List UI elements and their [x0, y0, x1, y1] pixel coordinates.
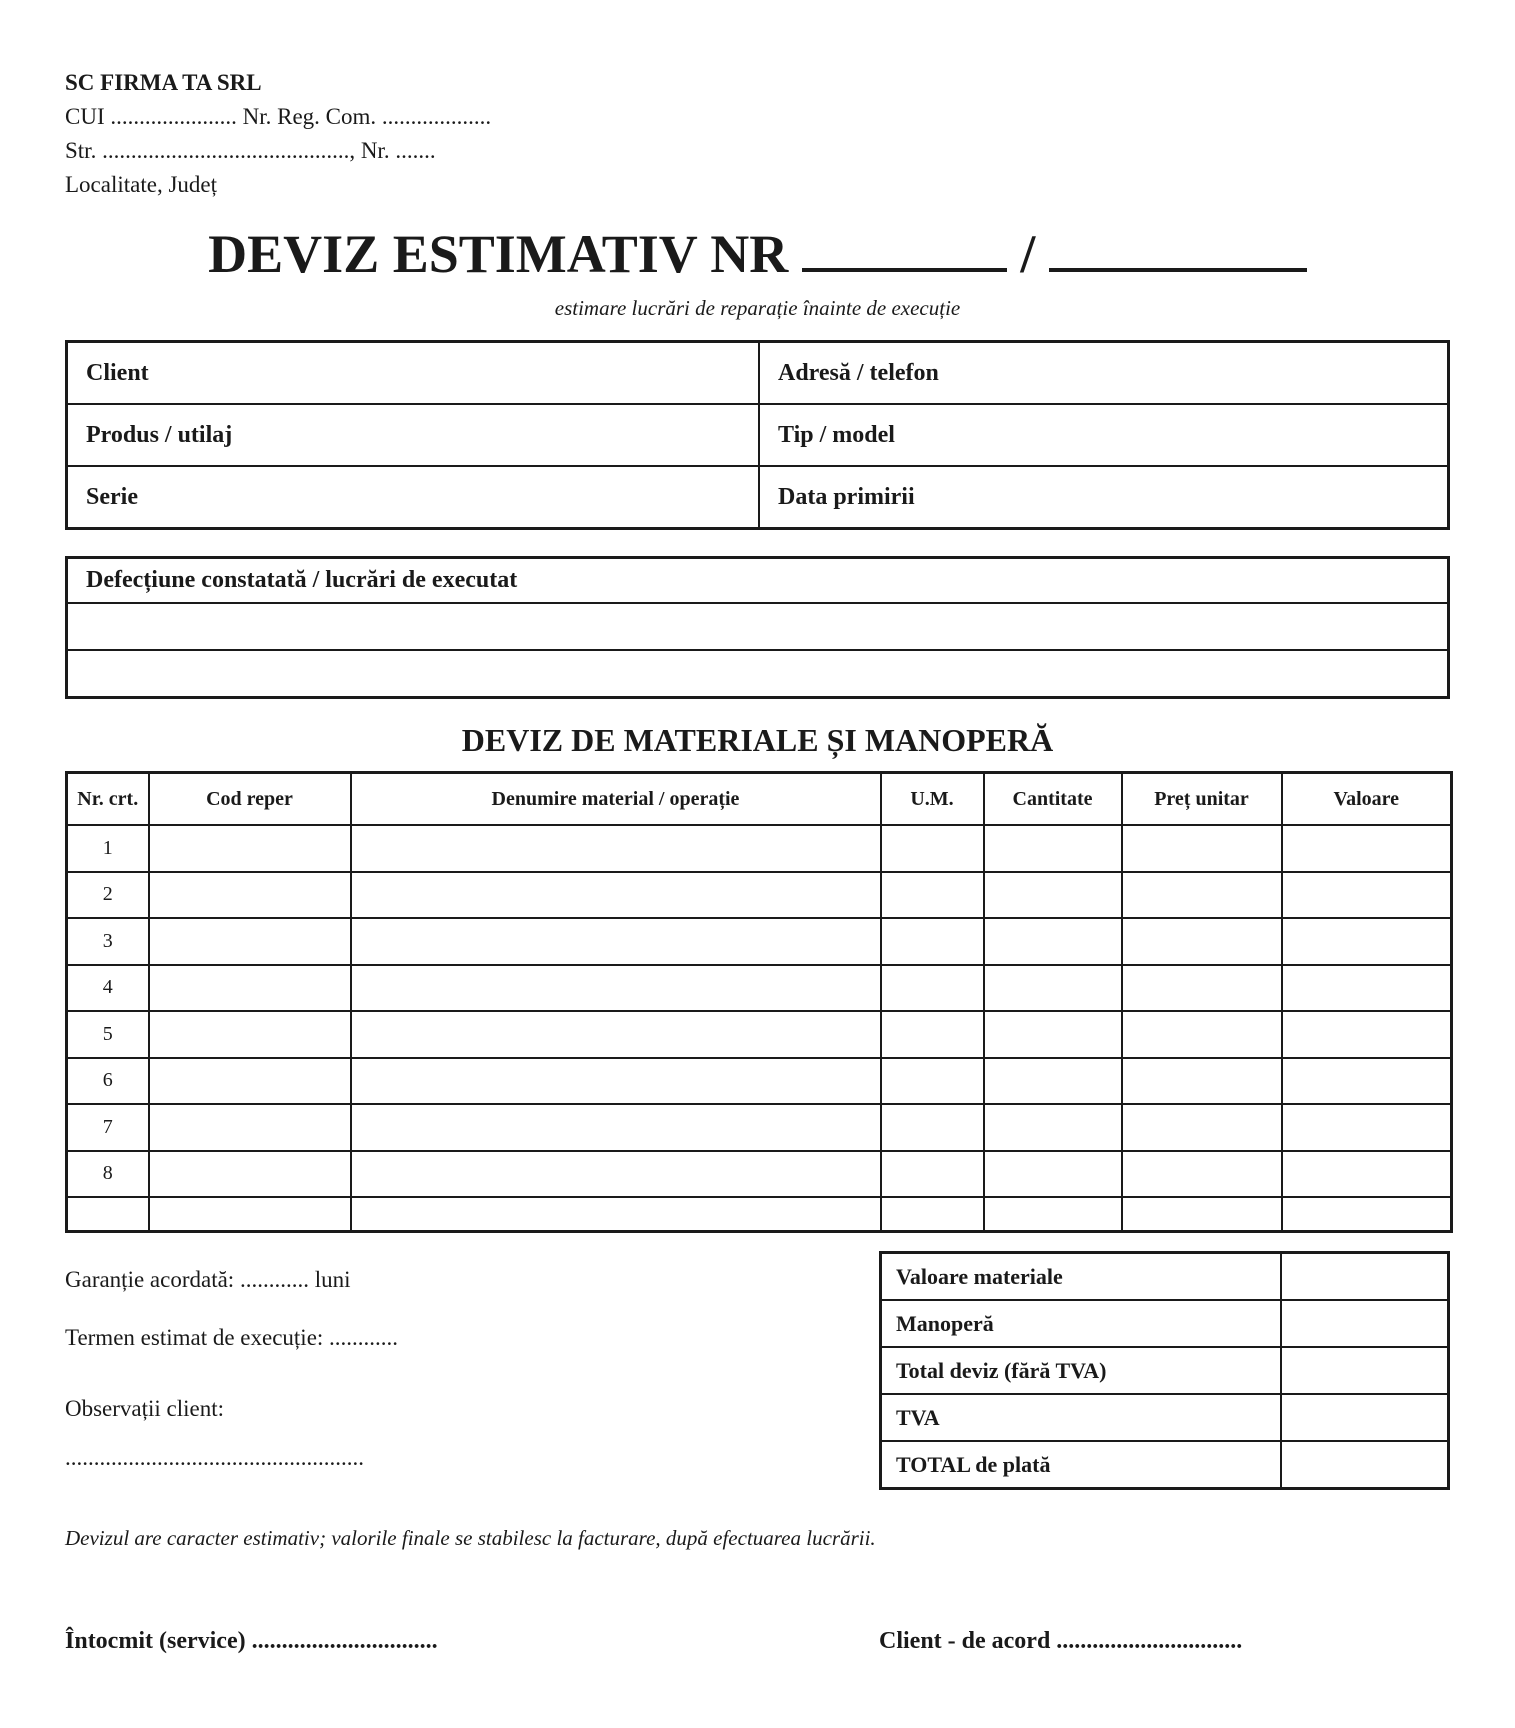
item-cell[interactable]: [984, 1104, 1122, 1151]
item-cell[interactable]: [1122, 872, 1282, 919]
item-cell[interactable]: [1122, 1104, 1282, 1151]
total-no-vat-label: Total deviz (fără TVA): [881, 1347, 1281, 1394]
item-cell[interactable]: [984, 825, 1122, 872]
client-cell[interactable]: Client: [67, 342, 760, 405]
item-cell[interactable]: [881, 1197, 984, 1232]
item-cell[interactable]: [149, 1197, 351, 1232]
item-cell[interactable]: [1282, 825, 1452, 872]
date-blank: [1049, 224, 1307, 272]
observations-line: ....................................................: [65, 1445, 364, 1470]
item-cell[interactable]: [1282, 1104, 1452, 1151]
materials-header-row: [67, 773, 1452, 826]
item-cell[interactable]: [881, 1104, 984, 1151]
col-header-unit-price: Preț unitar: [1122, 773, 1282, 826]
item-cell[interactable]: [1122, 1151, 1282, 1198]
item-cell[interactable]: [351, 965, 881, 1012]
item-cell[interactable]: [149, 1011, 351, 1058]
disclaimer-note: Devizul are caracter estimativ; valorile finale se stabilesc la facturare, după efectuarea lucrării.: [65, 1526, 876, 1550]
service-signature: Întocmit (service) ...............................: [65, 1628, 438, 1654]
received-date-cell[interactable]: Data primirii: [759, 466, 1449, 529]
item-cell[interactable]: [351, 1197, 881, 1232]
info-row: [67, 342, 1449, 405]
table-row: [67, 1104, 1452, 1151]
item-cell[interactable]: [351, 1058, 881, 1105]
defect-header: Defecțiune constatată / lucrări de executat: [67, 558, 1449, 604]
warranty-text: Garanție acordată: ............ luni: [65, 1267, 351, 1292]
document-subtitle: estimare lucrări de reparație înainte de execuție: [554, 296, 961, 320]
company-registration: CUI ...................... Nr. Reg. Com. ...................: [65, 104, 492, 129]
totals-row: [881, 1347, 1449, 1394]
table-row: [67, 1197, 1452, 1232]
document-title: [0, 222, 1515, 286]
table-row: [67, 918, 1452, 965]
item-cell[interactable]: [351, 918, 881, 965]
item-cell[interactable]: [984, 918, 1122, 965]
item-cell[interactable]: [1282, 1011, 1452, 1058]
type-model-cell[interactable]: Tip / model: [759, 404, 1449, 466]
title-text: DEVIZ ESTIMATIV NR: [208, 224, 789, 284]
item-cell[interactable]: [881, 872, 984, 919]
total-materials-value[interactable]: [1281, 1253, 1449, 1301]
company-header: [65, 66, 491, 202]
item-cell[interactable]: [881, 965, 984, 1012]
defect-line[interactable]: [67, 650, 1449, 698]
total-no-vat-value[interactable]: [1281, 1347, 1449, 1394]
materials-table: [65, 771, 1453, 1233]
item-cell[interactable]: [1122, 1058, 1282, 1105]
grand-total-value[interactable]: [1281, 1441, 1449, 1489]
item-cell[interactable]: [984, 1058, 1122, 1105]
item-cell[interactable]: [984, 1011, 1122, 1058]
table-row: [67, 825, 1452, 872]
info-row: [67, 466, 1449, 529]
item-cell[interactable]: [351, 872, 881, 919]
total-materials-label: Valoare materiale: [881, 1253, 1281, 1301]
info-row: [67, 404, 1449, 466]
item-cell[interactable]: [984, 965, 1122, 1012]
product-cell[interactable]: Produs / utilaj: [67, 404, 760, 466]
address-phone-cell[interactable]: Adresă / telefon: [759, 342, 1449, 405]
col-header-value: Valoare: [1282, 773, 1452, 826]
item-cell[interactable]: [1282, 965, 1452, 1012]
col-header-nr: Nr. crt.: [67, 773, 149, 826]
totals-row: [881, 1300, 1449, 1347]
item-cell[interactable]: [149, 872, 351, 919]
table-row: [67, 965, 1452, 1012]
row-number: 7: [67, 1104, 149, 1151]
row-number: 3: [67, 918, 149, 965]
item-cell[interactable]: [1122, 825, 1282, 872]
row-number: [67, 1197, 149, 1232]
item-cell[interactable]: [1122, 1197, 1282, 1232]
row-number: 2: [67, 872, 149, 919]
row-number: 5: [67, 1011, 149, 1058]
item-cell[interactable]: [351, 825, 881, 872]
col-header-um: U.M.: [881, 773, 984, 826]
vat-value[interactable]: [1281, 1394, 1449, 1441]
col-header-quantity: Cantitate: [984, 773, 1122, 826]
materials-title: DEVIZ DE MATERIALE ȘI MANOPERĂ: [461, 722, 1054, 758]
materials-body: [67, 825, 1452, 1232]
item-cell[interactable]: [1282, 1058, 1452, 1105]
item-cell[interactable]: [1122, 965, 1282, 1012]
item-cell[interactable]: [881, 918, 984, 965]
company-name: SC FIRMA TA SRL: [65, 70, 262, 95]
row-number: 4: [67, 965, 149, 1012]
defect-line[interactable]: [67, 603, 1449, 650]
item-cell[interactable]: [984, 872, 1122, 919]
totals-row: [881, 1441, 1449, 1489]
defect-table: [65, 556, 1450, 699]
row-number: 1: [67, 825, 149, 872]
item-cell[interactable]: [351, 1104, 881, 1151]
client-signature: Client - de acord ...............................: [879, 1628, 1243, 1654]
item-cell[interactable]: [1282, 1151, 1452, 1198]
row-number: 6: [67, 1058, 149, 1105]
client-info-table: [65, 340, 1450, 530]
number-blank: [802, 224, 1007, 272]
item-cell[interactable]: [881, 825, 984, 872]
item-cell[interactable]: [881, 1151, 984, 1198]
table-row: [67, 1058, 1452, 1105]
table-row: [67, 1011, 1452, 1058]
col-header-code: Cod reper: [149, 773, 351, 826]
item-cell[interactable]: [1122, 1011, 1282, 1058]
item-cell[interactable]: [1282, 918, 1452, 965]
execution-term-text: Termen estimat de execuție: ............: [65, 1325, 399, 1350]
totals-row: [881, 1253, 1449, 1301]
serial-cell[interactable]: Serie: [67, 466, 760, 529]
totals-row: [881, 1394, 1449, 1441]
item-cell[interactable]: [1282, 1197, 1452, 1232]
grand-total-label: TOTAL de plată: [881, 1441, 1281, 1489]
item-cell[interactable]: [149, 918, 351, 965]
item-cell[interactable]: [149, 1104, 351, 1151]
item-cell[interactable]: [881, 1011, 984, 1058]
row-number: 8: [67, 1151, 149, 1198]
item-cell[interactable]: [881, 1058, 984, 1105]
item-cell[interactable]: [984, 1151, 1122, 1198]
labor-label: Manoperă: [881, 1300, 1281, 1347]
vat-label: TVA: [881, 1394, 1281, 1441]
labor-value[interactable]: [1281, 1300, 1449, 1347]
item-cell[interactable]: [149, 1151, 351, 1198]
item-cell[interactable]: [1122, 918, 1282, 965]
totals-table: [879, 1251, 1450, 1490]
item-cell[interactable]: [351, 1151, 881, 1198]
table-row: [67, 1151, 1452, 1198]
item-cell[interactable]: [149, 965, 351, 1012]
company-street: Str. ..........................................., Nr. .......: [65, 138, 436, 163]
item-cell[interactable]: [1282, 872, 1452, 919]
col-header-name: Denumire material / operație: [351, 773, 881, 826]
company-locality: Localitate, Județ: [65, 172, 217, 197]
table-row: [67, 872, 1452, 919]
observations-label: Observații client:: [65, 1396, 225, 1421]
title-separator: /: [1020, 224, 1036, 284]
item-cell[interactable]: [149, 1058, 351, 1105]
item-cell[interactable]: [984, 1197, 1122, 1232]
item-cell[interactable]: [351, 1011, 881, 1058]
item-cell[interactable]: [149, 825, 351, 872]
